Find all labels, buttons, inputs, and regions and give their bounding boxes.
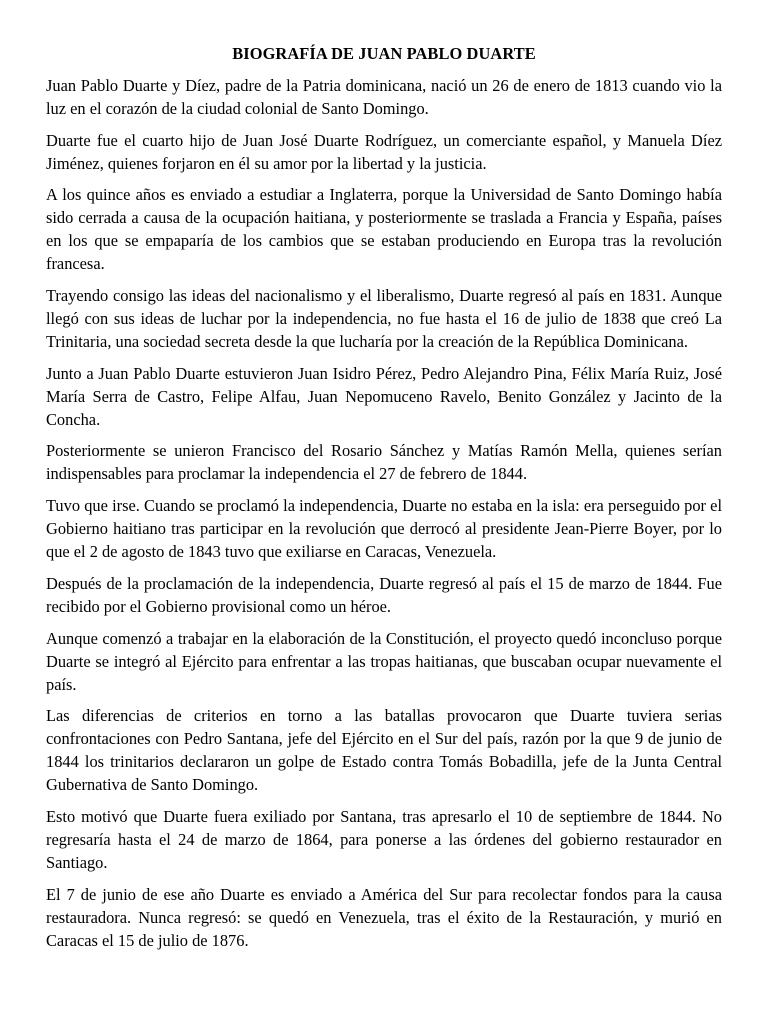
- paragraph-death: El 7 de junio de ese año Duarte es enviado a América del Sur para recolectar fondos para la causa restauradora. Nunca regresó: se quedó en Venezuela, tras el éxito de la Restauración, y murió en Caracas el 15 de julio de 1876.: [46, 884, 722, 950]
- paragraph-trinitaria: Trayendo consigo las ideas del nacionalismo y el liberalismo, Duarte regresó al país en 1831. Aunque llegó con sus ideas de luchar por la independencia, no fue hasta el 16 de julio de 1838 que creó La Trinitaria, una sociedad secreta desde la que lucharía por la creación de la República Dominicana.: [46, 286, 722, 352]
- paragraph-exile-caracas: Tuvo que irse. Cuando se proclamó la independencia, Duarte no estaba en la isla: era perseguido por el Gobierno haitiano tras participar en la revolución que derrocó al presidente Jean-Pierre Boyer, por lo que el 2 de agosto de 1843 tuvo que exiliarse en Caracas, Venezuela.: [46, 496, 722, 562]
- paragraph-return: Después de la proclamación de la independencia, Duarte regresó al país el 15 de marzo de 1844. Fue recibido por el Gobierno provisional como un héroe.: [46, 573, 722, 616]
- paragraph-second-exile: Esto motivó que Duarte fuera exiliado por Santana, tras apresarlo el 10 de septiembre de 1844. No regresaría hasta el 24 de marzo de 1864, para ponerse a las órdenes del gobierno restaurador en Santiago.: [46, 806, 722, 872]
- paragraph-constitution: Aunque comenzó a trabajar en la elaboración de la Constitución, el proyecto quedó inconcluso porque Duarte se integró al Ejército para enfrentar a las tropas haitianas, que buscaban ocupar nuevamente el país.: [46, 628, 722, 694]
- document-title: BIOGRAFÍA DE JUAN PABLO DUARTE: [232, 44, 536, 63]
- paragraph-education: A los quince años es enviado a estudiar a Inglaterra, porque la Universidad de Santo Domingo había sido cerrada a causa de la ocupación haitiana, y posteriormente se traslada a Francia y España, países en los que se empaparía de los cambios que se estaban produciendo en Europa tras la revolución francesa.: [46, 185, 722, 274]
- paragraph-founders: Junto a Juan Pablo Duarte estuvieron Juan Isidro Pérez, Pedro Alejandro Pina, Félix María Ruiz, José María Serra de Castro, Felipe Alfau, Juan Nepomuceno Ravelo, Benito González y Jacinto de la Concha.: [46, 363, 722, 429]
- paragraph-birth: Juan Pablo Duarte y Díez, padre de la Patria dominicana, nació un 26 de enero de 1813 cuando vio la luz en el corazón de la ciudad colonial de Santo Domingo.: [46, 76, 722, 118]
- paragraph-parents: Duarte fue el cuarto hijo de Juan José Duarte Rodríguez, un comerciante español, y Manuela Díez Jiménez, quienes forjaron en él su amor por la libertad y la justicia.: [46, 130, 722, 173]
- paragraph-santana-conflict: Las diferencias de criterios en torno a las batallas provocaron que Duarte tuviera serias confrontaciones con Pedro Santana, jefe del Ejército en el Sur del país, razón por la que 9 de junio de 1844 los trinitarios declararon un golpe de Estado contra Tomás Bobadilla, jefe de la Junta Central Gubernativa de Santo Domingo.: [46, 706, 722, 795]
- paragraph-sanchez-mella: Posteriormente se unieron Francisco del Rosario Sánchez y Matías Ramón Mella, quienes serían indispensables para proclamar la independencia el 27 de febrero de 1844.: [46, 441, 722, 484]
